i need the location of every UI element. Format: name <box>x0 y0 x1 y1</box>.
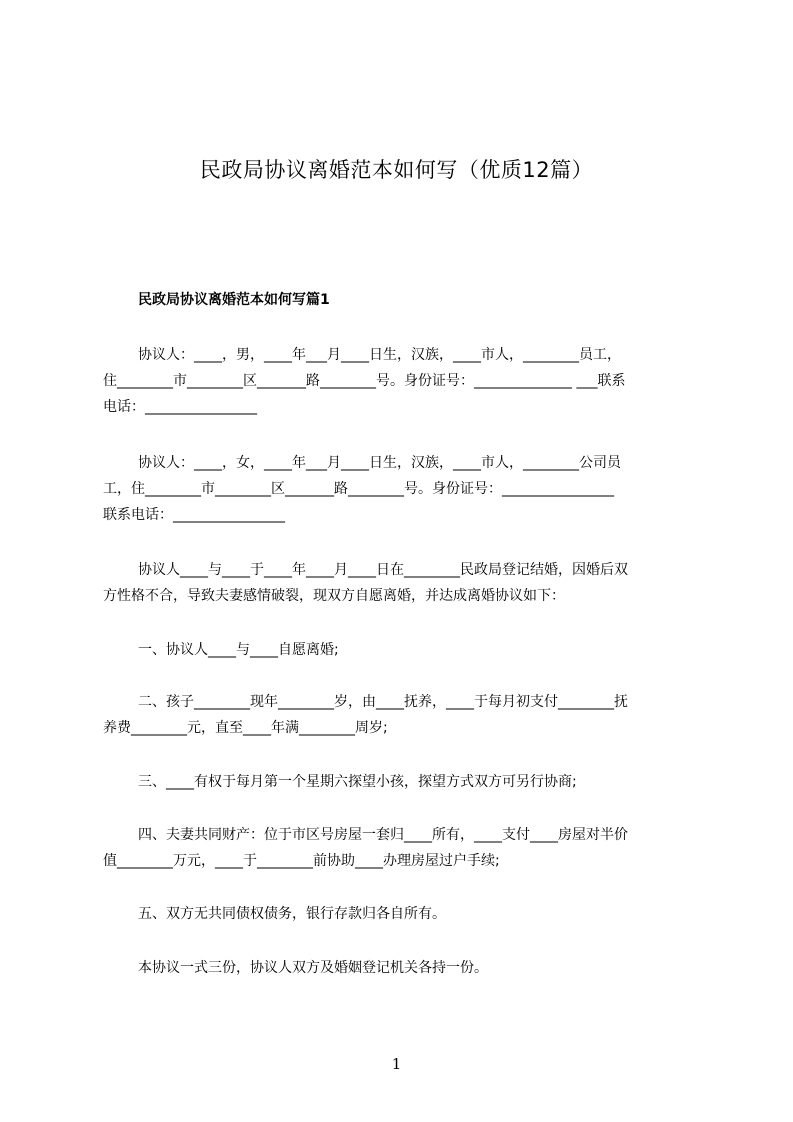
paragraph-party-2 <box>103 450 700 528</box>
clause-3 <box>103 769 700 795</box>
paragraph-line: 五、双方无共同债权债务，银行存款归各自所有。 <box>138 906 446 922</box>
paragraph-line: 住________市________区_______路________号。身份证号：______________ ___联系 <box>103 373 626 389</box>
paragraph-intro <box>103 557 700 609</box>
clause-1 <box>103 637 700 663</box>
closing-paragraph <box>103 955 700 981</box>
paragraph-line: 养费________元，直至____年满________周岁; <box>103 720 388 736</box>
paragraph-line: 协议人：____，男，____年___月____日生，汉族，____市人，________员工， <box>138 347 621 363</box>
paragraph-line: 协议人：____，女，____年___月____日生，汉族，____市人，________公司员 <box>138 455 621 471</box>
document-title: 民政局协议离婚范本如何写（优质12篇） <box>199 158 594 183</box>
paragraph-line: 协议人____与____于____年____月____日在________民政局登记结婚，因婚后双 <box>138 562 628 578</box>
clause-5 <box>103 901 700 927</box>
paragraph-line: 一、协议人____与____自愿离婚; <box>138 642 339 658</box>
paragraph-line: 联系电话：________________ <box>103 507 285 523</box>
page-number: 1 <box>391 1055 402 1073</box>
clause-2 <box>103 689 700 741</box>
paragraph-line: 工，住________市________区_______路________号。身份证号：________________ <box>103 481 614 497</box>
paragraph-line: 二、孩子________现年________岁，由____抚养，____于每月初支付________抚 <box>138 694 628 710</box>
paragraph-line: 三、____有权于每月第一个星期六探望小孩，探望方式双方可另行协商; <box>138 774 577 790</box>
paragraph-party-1 <box>103 342 700 420</box>
paragraph-line: 值________万元，____于________前协助____办理房屋过户手续; <box>103 853 500 869</box>
paragraph-line: 电话：________________ <box>103 399 257 415</box>
section-heading: 民政局协议离婚范本如何写篇1 <box>138 292 330 308</box>
paragraph-line: 本协议一式三份，协议人双方及婚姻登记机关各持一份。 <box>138 960 488 976</box>
clause-4 <box>103 822 700 874</box>
paragraph-line: 四、夫妻共同财产：位于市区号房屋一套归____所有，____支付____房屋对半价 <box>138 827 628 843</box>
paragraph-line: 方性格不合，导致夫妻感情破裂，现双方自愿离婚，并达成离婚协议如下： <box>103 588 565 604</box>
